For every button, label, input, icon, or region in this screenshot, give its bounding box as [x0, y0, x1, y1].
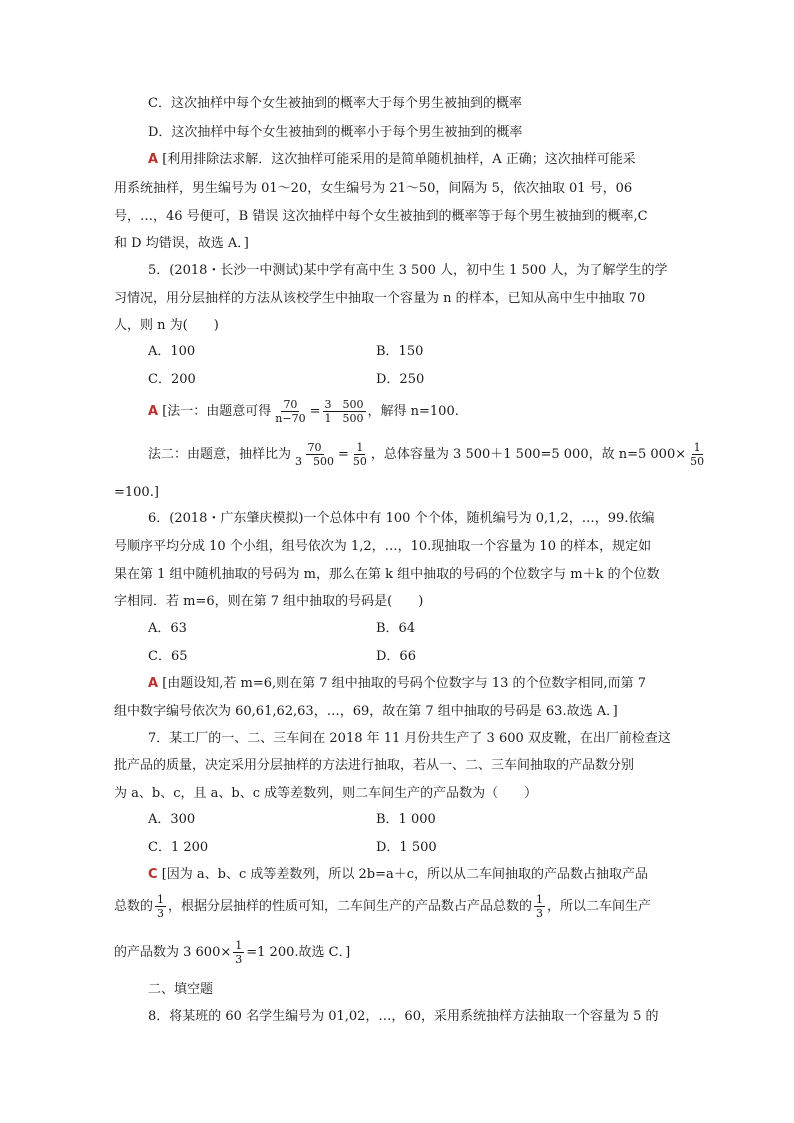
q4-option-c: C．这次抽样中每个女生被抽到的概率大于每个男生被抽到的概率 [148, 96, 522, 111]
q5-method1-fraction-2 [323, 398, 366, 425]
q5-method1-fraction-1 [273, 398, 307, 425]
fraction-numerator: 1 [693, 441, 701, 454]
equals-sign: = [309, 404, 321, 419]
q5-method2-prefix: 法二：由题意，抽样比为 [148, 447, 292, 462]
q7-stem-line-2: 批产品的质量，决定采用分层抽样的方法进行抽取，若从一、二、三车间抽取的产品数分别 [114, 758, 635, 773]
q7-sol3-prefix: 的产品数为 3 600× [114, 945, 232, 960]
q7-answer-letter: C [148, 867, 158, 882]
q7-sol2-middle: ，根据分层抽样的性质可知，二车间生产的产品数占产品总数的 [168, 899, 533, 914]
q5-method1-suffix: ，解得 n=100. [367, 404, 459, 419]
fraction-denominator: 50 [352, 455, 367, 468]
q5-stem-line-3: 人，则 n 为( ) [114, 318, 219, 333]
q5-solution-method-1 [148, 397, 459, 427]
q6-option-d: D．66 [376, 649, 416, 664]
q5-stem-line-1: 5．(2018・长沙一中测试)某中学有高中生 3 500 人，初中生 1 500 人，为了解学生的学 [148, 263, 668, 278]
q7-sol2-fraction-1 [155, 893, 166, 920]
fraction-numerator: 1 [157, 893, 165, 906]
q7-solution-line-3 [114, 936, 350, 970]
q6-stem-line-4: 字相同．若 m=6，则在第 7 组中抽取的号码是( ) [114, 594, 424, 609]
q7-sol3-fraction [233, 939, 244, 966]
q4-solution-line-3: 号，…，46 号便可，B 错误 这次抽样中每个女生被抽到的概率等于每个男生被抽到的概率,C [114, 209, 648, 224]
q5-method2-fraction-3 [688, 441, 706, 468]
q7-sol3-suffix: =1 200.故选 C．] [246, 945, 351, 960]
q6-option-b: B．64 [376, 621, 416, 636]
q7-sol2-prefix: 总数的 [114, 899, 154, 914]
q5-answer-letter: A [148, 404, 159, 419]
q5-option-a: A．100 [148, 344, 196, 359]
fraction-denominator: n−70 [275, 412, 306, 425]
section-heading-fill-in: 二、填空题 [148, 982, 214, 997]
fraction-numerator: 1 [235, 939, 243, 952]
q7-option-c: C．1 200 [148, 840, 209, 855]
fraction-numerator: 70 [307, 441, 322, 454]
fraction-denominator: 3 [536, 907, 544, 920]
q5-option-b: B．150 [376, 344, 424, 359]
q5-method2-fraction-1 [293, 441, 336, 468]
q7-option-b: B．1 000 [376, 812, 436, 827]
q6-stem-line-2: 号顺序平均分成 10 个小组，组号依次为 1,2，…，10.现抽取一个容量为 10 的样本，规定如 [114, 539, 652, 554]
q4-option-d: D．这次抽样中每个女生被抽到的概率小于每个男生被抽到的概率 [148, 125, 523, 140]
q6-answer-letter: A [148, 676, 159, 691]
q6-option-c: C．65 [148, 649, 188, 664]
q6-stem-line-1: 6．(2018・广东肇庆模拟)一个总体中有 100 个个体，随机编号为 0,1,2，…，99.依编 [148, 511, 655, 526]
q7-stem-line-1: 7．某工厂的一、二、三车间在 2018 年 11 月份共生产了 3 600 双皮靴，在出厂前检查这 [148, 731, 671, 746]
q5-option-c: C．200 [148, 372, 196, 387]
q8-stem-line-1: 8．将某班的 60 名学生编号为 01,02，…，60，采用系统抽样方法抽取一个容量为 5 的 [148, 1009, 659, 1024]
q7-solution-line-2 [114, 890, 651, 924]
q7-solution-text-1: [因为 a、b、c 成等差数列，所以 2b=a＋c，所以从二车间抽取的产品数占抽取产品 [161, 867, 649, 882]
fraction-denominator: 1 500 [324, 412, 364, 425]
q6-solution-text-1: [由题设知,若 m=6,则在第 7 组中抽取的号码个位数字与 13 的个位数字相同,而第 7 [162, 676, 647, 691]
q7-option-d: D．1 500 [376, 840, 437, 855]
q5-option-d: D．250 [376, 372, 425, 387]
q4-solution-text-1: [利用排除法求解．这次抽样可能采用的是简单随机抽样，A 正确；这次抽样可能采 [162, 152, 636, 167]
q5-method2-fraction-2 [351, 441, 369, 468]
q7-sol2-fraction-2 [534, 893, 545, 920]
q5-solution-method-2 [148, 440, 708, 470]
q6-solution-line-1 [148, 675, 646, 693]
fraction-numerator: 70 [283, 398, 298, 411]
q7-solution-line-1 [148, 866, 648, 884]
q4-answer-letter: A [148, 152, 159, 167]
q5-method2-middle: ，总体容量为 3 500＋1 500=5 000，故 n=5 000× [370, 447, 687, 462]
fraction-denominator: 50 [690, 455, 705, 468]
q5-method2-end: =100.] [114, 485, 159, 500]
q6-solution-line-2: 组中数字编号依次为 60,61,62,63，…，69，故在第 7 组中抽取的号码是 63.故选 A．] [114, 704, 618, 719]
q7-option-a: A．300 [148, 812, 196, 827]
fraction-denominator: 3 500 [295, 455, 335, 468]
q7-sol2-suffix: ，所以二车间生产 [547, 899, 652, 914]
q4-solution-line-1 [148, 151, 636, 169]
q4-solution-line-4: 和 D 均错误，故选 A．] [114, 236, 249, 251]
fraction-denominator: 3 [157, 907, 165, 920]
equals-sign: = [338, 447, 349, 462]
q5-stem-line-2: 习情况，用分层抽样的方法从该校学生中抽取一个容量为 n 的样本，已知从高中生中抽取 70 [114, 291, 646, 306]
fraction-numerator: 1 [356, 441, 364, 454]
fraction-numerator: 3 500 [324, 398, 364, 411]
q6-option-a: A．63 [148, 621, 187, 636]
q5-method1-prefix: [法一：由题意可得 [162, 404, 272, 419]
fraction-denominator: 3 [235, 953, 243, 966]
q7-stem-line-3: 为 a、b、c，且 a、b、c 成等差数列，则二车间生产的产品数为（ ） [114, 786, 538, 801]
q4-solution-line-2: 用系统抽样，男生编号为 01～20，女生编号为 21～50，间隔为 5，依次抽取 01 号，06 [114, 181, 633, 196]
fraction-numerator: 1 [536, 893, 544, 906]
q6-stem-line-3: 果在第 1 组中随机抽取的号码为 m，那么在第 k 组中抽取的号码的个位数字与 m＋k 的个位数 [114, 567, 660, 582]
